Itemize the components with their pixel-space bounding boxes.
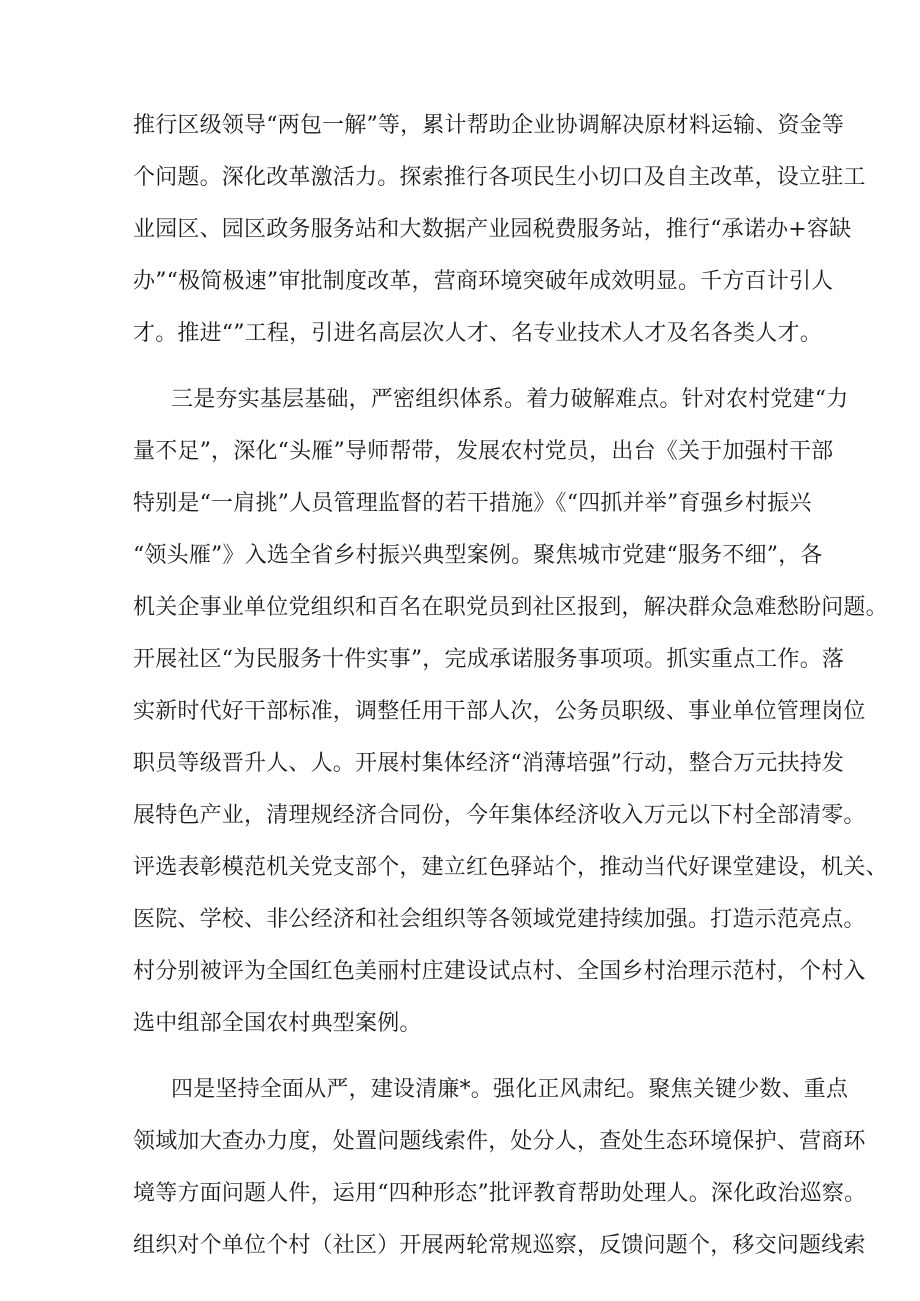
text-line: 个问题。深化改革激活力。探索推行各项民生小切口及自主改革，设立驻工: [133, 165, 866, 190]
text-line: 领域加大查办力度，处置问题线索件，处分人，查处生态环境保护、营商环: [133, 1129, 866, 1154]
text-line: 特别是“一肩挑”人员管理监督的若干措施》《“四抓并举”育强乡村振兴: [133, 491, 812, 516]
text-line: 开展社区“为民服务十件实事”，完成承诺服务事项项。抓实重点工作。落: [133, 647, 845, 672]
text-line: 评选表彰模范机关党支部个，建立红色驿站个，推动当代好课堂建设，机关、: [133, 855, 888, 880]
text-line: 业园区、园区政务服务站和大数据产业园税费服务站，推行“承诺办+容缺: [133, 217, 852, 242]
text-line: 才。推进“”工程，引进名高层次人才、名专业技术人才及名各类人才。: [133, 321, 822, 346]
text-line: 组织对个单位个村（社区）开展两轮常规巡察，反馈问题个，移交问题线索: [133, 1233, 866, 1258]
text-line: “领头雁”》入选全省乡村振兴典型案例。聚焦城市党建“服务不细”，各: [133, 543, 823, 568]
text-line: 办”“极简极速”审批制度改革，营商环境突破年成效明显。千方百计引人: [133, 269, 834, 294]
text-line: 选中组部全国农村典型案例。: [133, 1011, 422, 1036]
text-line: 职员等级晋升人、人。开展村集体经济“消薄培强”行动，整合万元扶持发: [133, 751, 845, 776]
text-line: 展特色产业，清理规经济合同份，今年集体经济收入万元以下村全部清零。: [133, 803, 866, 828]
text-line: 医院、学校、非公经济和社会组织等各领域党建持续加强。打造示范亮点。: [133, 907, 866, 932]
text-line: 村分别被评为全国红色美丽村庄建设试点村、全国乡村治理示范村，个村入: [133, 959, 866, 984]
text-line: 境等方面问题人件，运用“四种形态”批评教育帮助处理人。深化政治巡察。: [133, 1181, 867, 1206]
text-line: 实新时代好干部标准，调整任用干部人次，公务员职级、事业单位管理岗位: [133, 699, 866, 724]
text-line: 机关企事业单位党组织和百名在职党员到社区报到，解决群众急难愁盼问题。: [133, 595, 888, 620]
paragraph-start-line: 四是坚持全面从严，建设清廉*。强化正风肃纪。聚焦关键少数、重点: [171, 1077, 849, 1102]
text-line: 推行区级领导“两包一解”等，累计帮助企业协调解决原材料运输、资金等: [133, 113, 845, 138]
text-line: 量不足”，深化“头雁”导师帮带，发展农村党员，出台《关于加强村干部: [133, 439, 834, 464]
paragraph-start-line: 三是夯实基层基础，严密组织体系。着力破解难点。针对农村党建“力: [171, 387, 849, 412]
